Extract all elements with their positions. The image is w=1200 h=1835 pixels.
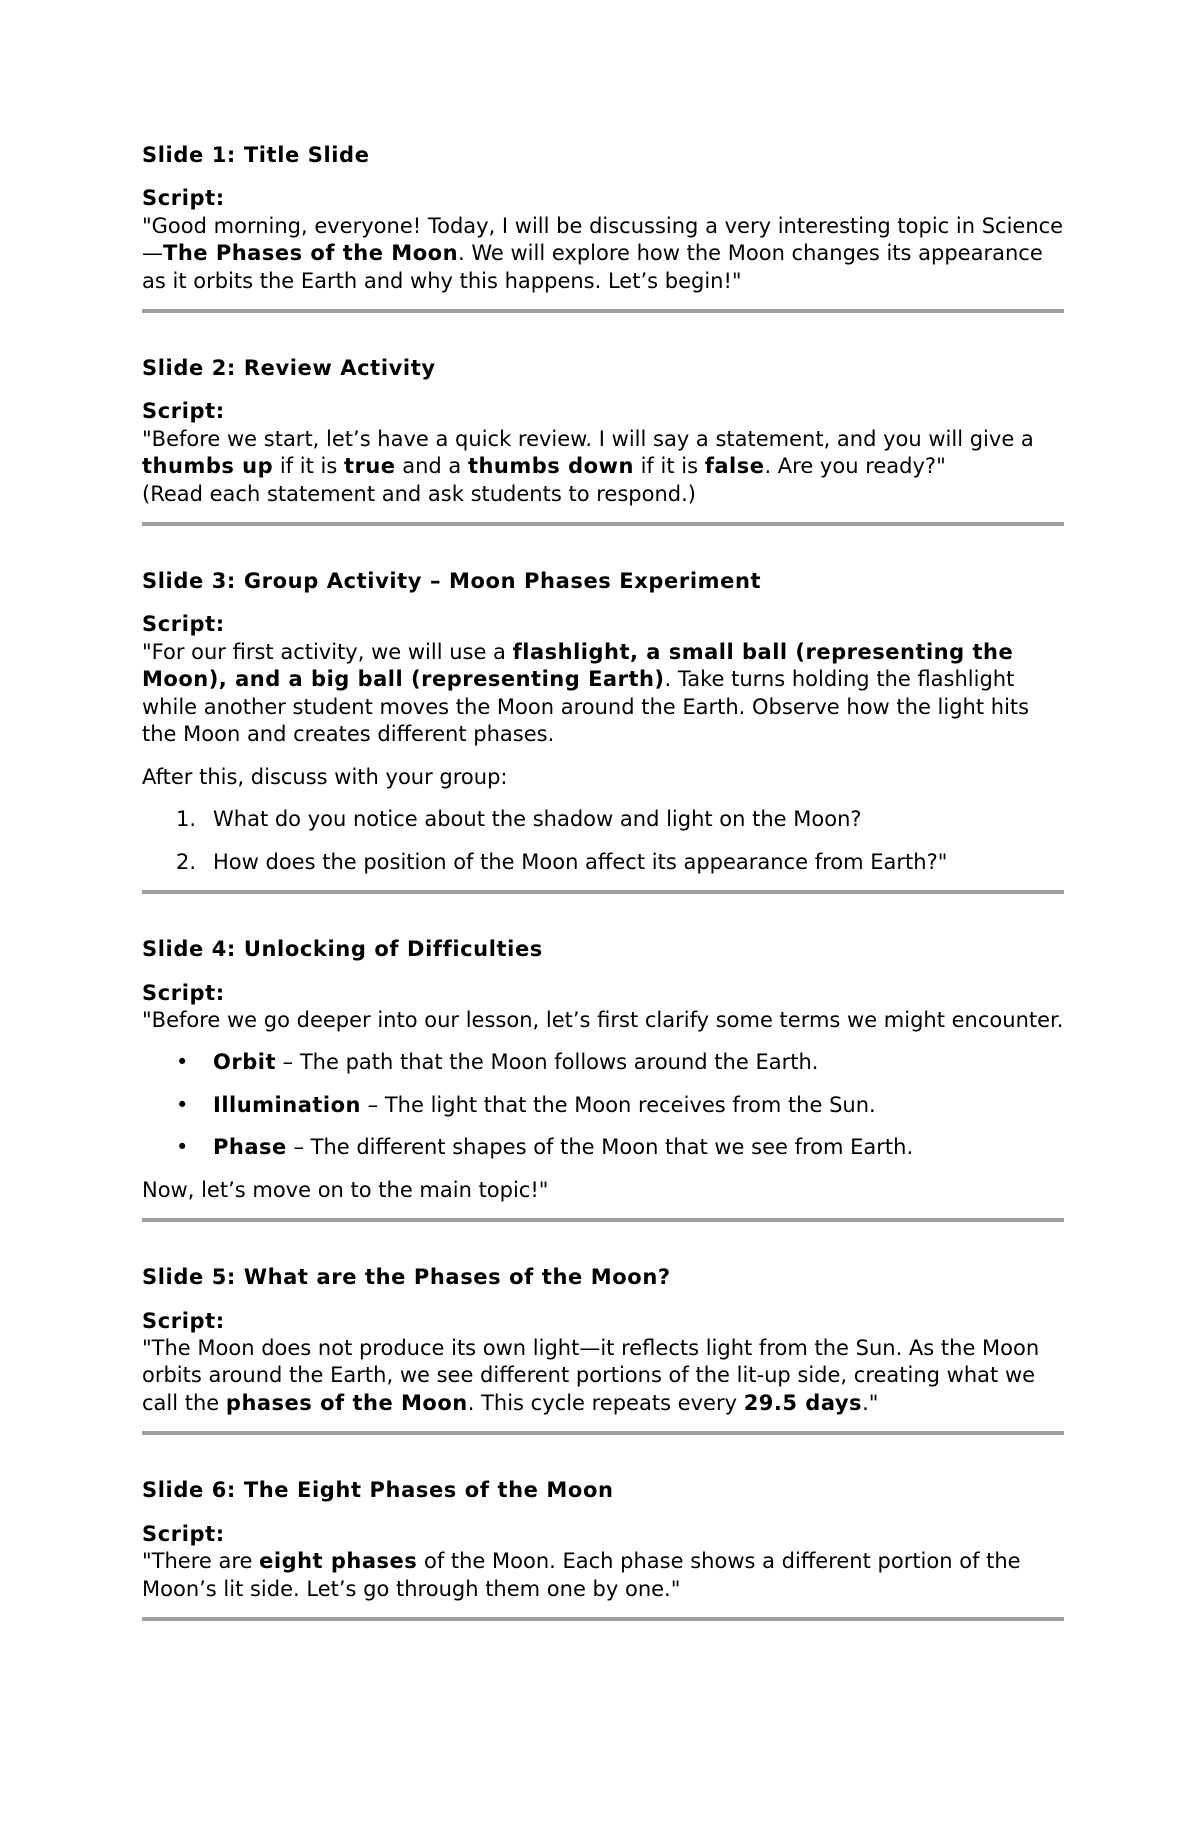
slide-6-title: Slide 6: The Eight Phases of the Moon xyxy=(142,1478,614,1503)
script-label: Script: xyxy=(142,980,225,1005)
slide-4-script-text: "Before we go deeper into our lesson, let’s first clarify some terms we might encounter. xyxy=(142,1007,1064,1032)
slide-5-section xyxy=(142,1264,1064,1435)
list-item: • Phase – The different shapes of the Moon that we see from Earth. xyxy=(142,1134,1064,1162)
slide-3-script-text: "For our first activity, we will use a flashlight, a small ball (representing the Moon), and a big ball (representing Earth). Take turns holding the flashlight while another student moves the Moon around the Earth. Observe how the light hits the Moon and creates different phases. xyxy=(142,639,1030,747)
script-label: Script: xyxy=(142,186,225,211)
slide-3-section xyxy=(142,568,1064,894)
script-label: Script: xyxy=(142,1308,225,1333)
slide-2-title: Slide 2: Review Activity xyxy=(142,356,436,381)
script-label: Script: xyxy=(142,612,225,637)
section-divider xyxy=(142,890,1064,894)
slide-4-closing: Now, let’s move on to the main topic!" xyxy=(142,1177,549,1202)
slide-2-script-text: "Before we start, let’s have a quick review. I will say a statement, and you will give a thumbs up if it is true and a thumbs down if it is false. Are you ready?" xyxy=(142,426,1034,479)
list-item: 2. How does the position of the Moon affect its appearance from Earth?" xyxy=(176,849,948,874)
slide-3-discussion-intro: After this, discuss with your group: xyxy=(142,764,508,789)
section-divider xyxy=(142,309,1064,313)
bullet-icon: • xyxy=(176,1050,189,1075)
slide-3-title: Slide 3: Group Activity – Moon Phases Experiment xyxy=(142,569,762,594)
discussion-question-list xyxy=(142,806,1064,876)
bullet-icon: • xyxy=(176,1092,189,1117)
slide-2-instruction: (Read each statement and ask students to respond.) xyxy=(142,481,696,506)
slide-1-title: Slide 1: Title Slide xyxy=(142,143,370,167)
list-item: • Illumination – The light that the Moon receives from the Sun. xyxy=(142,1092,1064,1120)
bullet-icon: • xyxy=(176,1135,189,1160)
script-label: Script: xyxy=(142,399,225,424)
section-divider xyxy=(142,1617,1064,1621)
terms-list xyxy=(142,1049,1064,1162)
slide-1-script-text: "Good morning, everyone! Today, I will be discussing a very interesting topic in Science—The Phases of the Moon. We will explore how the Moon changes its appearance as it orbits the Earth and why this happens. Let’s begin!" xyxy=(142,213,1064,293)
section-divider xyxy=(142,522,1064,526)
slide-4-title: Slide 4: Unlocking of Difficulties xyxy=(142,937,543,962)
section-divider xyxy=(142,1218,1064,1222)
slide-6-section xyxy=(142,1477,1064,1621)
list-item: 1. What do you notice about the shadow and light on the Moon? xyxy=(176,807,862,832)
list-item: • Orbit – The path that the Moon follows around the Earth. xyxy=(142,1049,1064,1077)
section-divider xyxy=(142,1431,1064,1435)
slide-6-script-text: "There are eight phases of the Moon. Each phase shows a different portion of the Moon’s lit side. Let’s go through them one by one." xyxy=(142,1549,1021,1601)
slide-5-script-text: "The Moon does not produce its own light—it reflects light from the Sun. As the Moon orbits around the Earth, we see different portions of the lit-up side, creating what we call the phases of the Moon. This cycle repeats every 29.5 days." xyxy=(142,1335,1040,1415)
script-label: Script: xyxy=(142,1521,225,1546)
slide-1-section xyxy=(142,142,1064,313)
slide-2-section xyxy=(142,355,1064,526)
slide-5-title: Slide 5: What are the Phases of the Moon? xyxy=(142,1265,671,1290)
slide-4-section xyxy=(142,936,1064,1222)
document-page xyxy=(142,142,1064,1663)
